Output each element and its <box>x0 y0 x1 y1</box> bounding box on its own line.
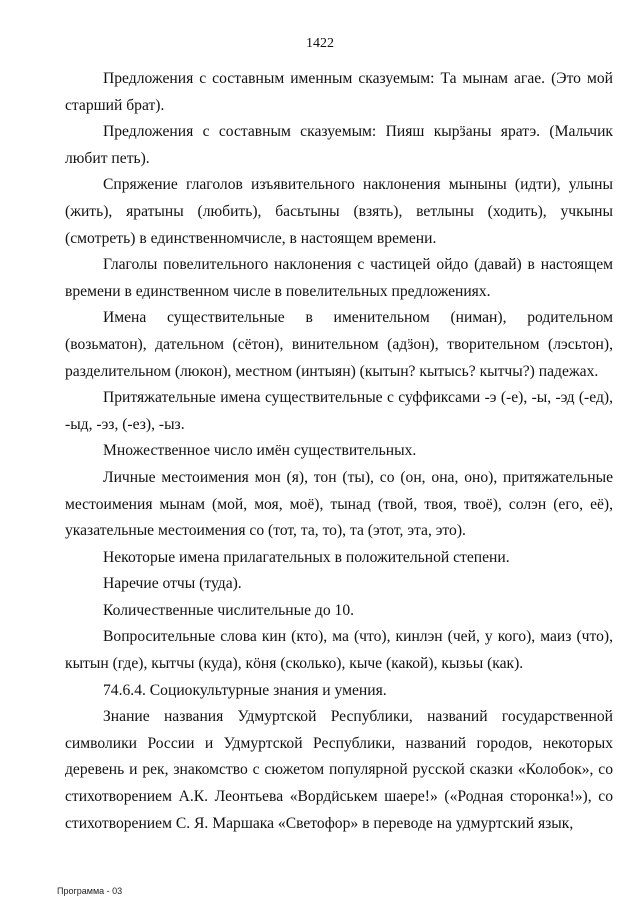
page-number: 1422 <box>306 36 334 51</box>
paragraph-compound-predicate: Предложения с составным сказуемым: Пияш кырӟаны яратэ. (Мальчик любит петь). <box>65 123 613 167</box>
paragraph-numerals: Количественные числительные до 10. <box>103 601 355 619</box>
paragraph-pronouns: Личные местоимения мон (я), тон (ты), со (он, она, оно), притяжательные местоимения мынам (мой, моя, моё), тынад (твой, твоя, твоё), солэн (его, её), указательные местоимения со (тот, та, то), та (этот, эта, это). <box>65 468 613 540</box>
paragraph-sociocultural-knowledge: Знание названия Удмуртской Республики, названий государственной символики России и Удмуртской Республики, названий городов, некоторых деревень и рек, знакомство с сюжетом популярной русской сказки «Колобок», со стихотворением А.К. Леонтьева «Вордӥськем шаере!» («Родная сторонка!»), со стихотворением С. Я. Маршака «Светофор» в переводе на удмуртский язык, <box>65 708 613 832</box>
footer-program-label: Программа - 03 <box>57 886 123 896</box>
paragraph-imperative-verbs: Глаголы повелительного наклонения с частицей ойдо (давай) в настоящем времени в единственном числе в повелительных предложениях. <box>65 256 613 300</box>
paragraph-plural-nouns: Множественное число имён существительных. <box>103 442 417 460</box>
paragraph-noun-cases: Имена существительные в именительном (ниман), родительном (возьматон), дательном (сётон), винительном (адӟон), творительном (лэсьтон), разделительном (люкон), местном (интыян) (кытын? кытысь? кытчы?) падежах. <box>65 309 613 380</box>
paragraph-adjectives: Некоторые имена прилагательных в положительной степени. <box>103 548 510 566</box>
paragraph-possessive-nouns: Притяжательные имена существительные с суффиксами -э (-е), -ы, -эд (-ед), -ыд, -эз, (-ез), -ыз. <box>65 389 613 433</box>
paragraph-question-words: Вопросительные слова кин (кто), ма (что), кинлэн (чей, у кого), маиз (что), кытын (где), кытчы (куда), кӧня (сколько), кыче (какой), кызьы (как). <box>65 628 613 673</box>
paragraph-verb-conjugation: Спряжение глаголов изъявительного наклонения мыныны (идти), улыны (жить), яратыны (любить), басьтыны (взять), ветлыны (ходить), учкыны (смотреть) в единственномчисле, в настоящем времени. <box>65 176 613 247</box>
paragraph-adverb: Наречие отчы (туда). <box>103 575 242 593</box>
paragraph-compound-nominal-predicate: Предложения с составным именным сказуемым: Та мынам агае. (Это мой старший брат). <box>65 70 613 114</box>
document-body <box>65 66 613 837</box>
section-heading-sociocultural: 74.6.4. Социокультурные знания и умения. <box>103 681 387 699</box>
